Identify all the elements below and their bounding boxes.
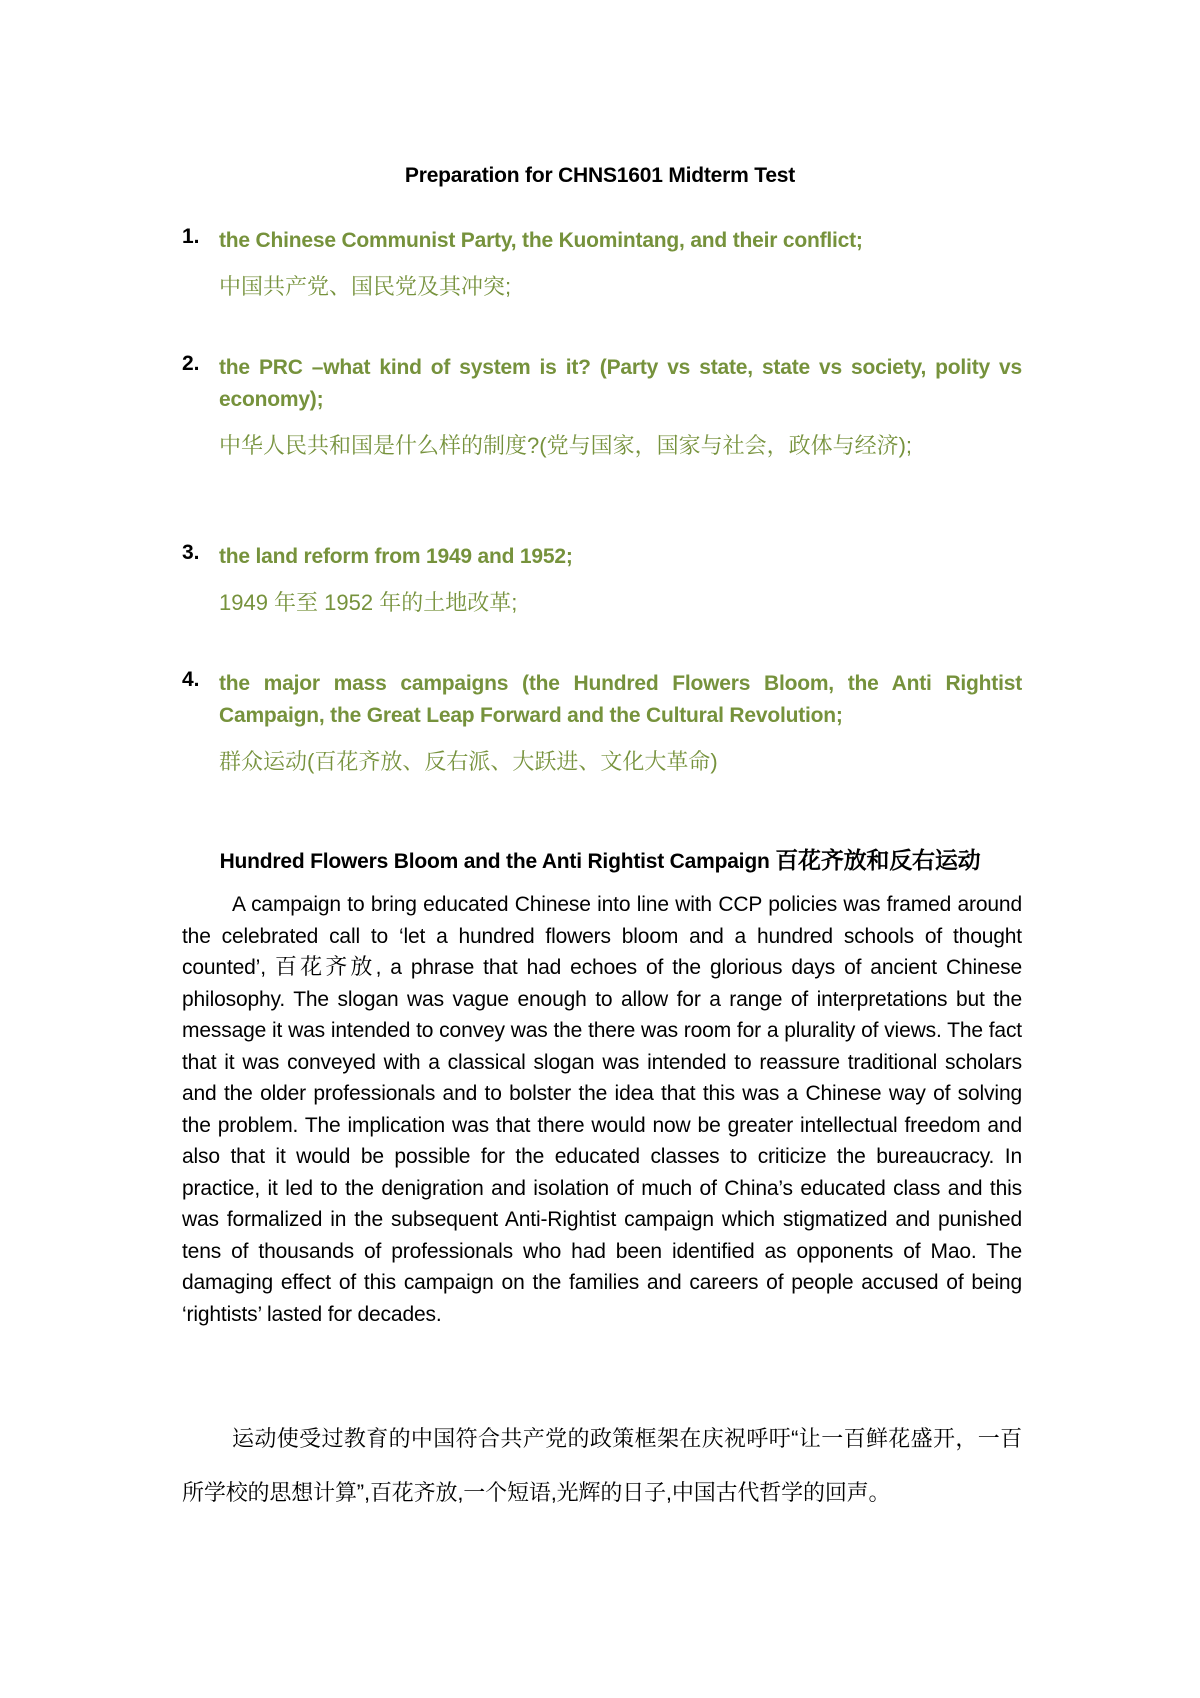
english-paragraph-part-2: , a phrase that had echoes of the glorious days of ancient Chinese philosophy. The slogan was vague enough to allow for a range of interpretations but the message it was intended to convey was the there was room for a plurality of views. The fact that it was conveyed with a classical slogan was intended to reassure traditional scholars and the older professionals and to bolster the idea that this was a Chinese way of solving the problem. The implication was that there would now be greater intellectual freedom and also that it would be possible for the educated classes to criticize the bureaucracy. In practice, it led to the denigration and isolation of much of China’s educated class and this was formalized in the subsequent Anti-Rightist campaign which stigmatized and punished tens of thousands of professionals who had been identified as opponents of Mao. The damaging effect of this campaign on the families and careers of people accused of being ‘rightists’ lasted for decades.	[182, 956, 1022, 1326]
list-item-number: 2.	[182, 352, 200, 375]
list-item-chinese: 1949 年至 1952 年的土地改革;	[219, 590, 518, 615]
list-item-number: 4.	[182, 668, 200, 691]
english-paragraph	[182, 889, 1022, 1330]
english-paragraph-part-1: A campaign to bring educated Chinese into line with CCP policies was framed around the celebrated call to ‘let a hundred flowers bloom and a hundred schools of thought counted’,	[182, 893, 1022, 979]
chinese-paragraph: 运动使受过教育的中国符合共产党的政策框架在庆祝呼吁“让一百鲜花盛开，一百所学校的思想计算”,百花齐放,一个短语,光辉的日子,中国古代哲学的回声。	[182, 1426, 1022, 1505]
list-item-number: 1.	[182, 225, 200, 248]
section-heading-chinese: 百花齐放和反右运动	[775, 847, 981, 873]
list-item	[182, 541, 1022, 619]
list-item	[182, 352, 1022, 462]
list-item-chinese: 群众运动(百花齐放、反右派、大跃进、文化大革命)	[219, 749, 718, 774]
section-heading	[0, 842, 1200, 875]
section-heading-english: Hundred Flowers Bloom and the Anti Rightist Campaign	[219, 850, 776, 873]
list-item-chinese: 中国共产党、国民党及其冲突;	[219, 274, 512, 299]
list-item-english: the land reform from 1949 and 1952;	[219, 545, 573, 568]
list-item-number: 3.	[182, 541, 200, 564]
list-item-chinese: 中华人民共和国是什么样的制度?(党与国家，国家与社会，政体与经济);	[219, 433, 913, 458]
list-item-english: the PRC –what kind of system is it? (Party vs state, state vs society, polity vs economy);	[219, 356, 1022, 411]
list-item-english: the major mass campaigns (the Hundred Flowers Bloom, the Anti Rightist Campaign, the Great Leap Forward and the Cultural Revolution;	[219, 672, 1022, 727]
list-item-english: the Chinese Communist Party, the Kuomintang, and their conflict;	[219, 229, 863, 252]
english-paragraph-chinese-term: 百花齐放	[274, 954, 376, 979]
document-title: Preparation for CHNS1601 Midterm Test	[404, 164, 796, 187]
list-item	[182, 668, 1022, 778]
list-item	[182, 225, 1022, 303]
